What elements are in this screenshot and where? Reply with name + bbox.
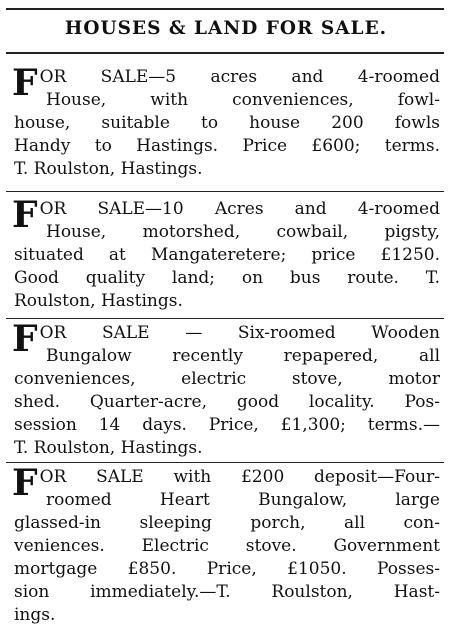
ad-line: T. Roulston, Hastings. (14, 438, 203, 458)
ad-line: House, with conveniences, fowl- (46, 90, 440, 110)
drop-cap: F (12, 62, 38, 104)
ad-line: OR SALE — Six-roomed Wooden (39, 323, 440, 343)
ad-line: conveniences, electric stove, motor (14, 369, 440, 389)
ad-line: glassed-in sleeping porch, all con- (14, 513, 440, 533)
ad-line: Good quality land; on bus route. T. (14, 268, 440, 288)
drop-cap: F (12, 318, 38, 360)
drop-cap: F (12, 194, 38, 236)
drop-cap: F (12, 462, 38, 504)
ad-divider (6, 318, 444, 319)
ad-line: veniences. Electric stove. Government (14, 536, 440, 556)
ad-line: sion immediately.—T. Roulston, Hast- (14, 582, 440, 602)
heading-rule (6, 52, 444, 54)
section-heading: HOUSES & LAND FOR SALE. (64, 18, 388, 39)
ad-line: T. Roulston, Hastings. (14, 159, 203, 179)
ad-line: Roulston, Hastings. (14, 291, 183, 311)
ad-4 (12, 462, 440, 627)
ad-divider (6, 191, 444, 192)
ad-line: House, motorshed, cowbail, pigsty, (46, 222, 440, 242)
ad-line: ings. (14, 605, 56, 625)
ad-line: house, suitable to house 200 fowls (14, 113, 440, 133)
top-rule (6, 8, 444, 10)
ad-3 (12, 318, 440, 460)
ad-line: session 14 days. Price, £1,300; terms.— (14, 415, 440, 435)
ad-line: roomed Heart Bungalow, large (46, 490, 440, 510)
ad-divider (6, 462, 444, 463)
ad-line: Bungalow recently repapered, all (46, 346, 440, 366)
ad-line: OR SALE with £200 deposit—Four- (39, 467, 440, 487)
ad-line: OR SALE—5 acres and 4-roomed (39, 67, 440, 87)
ad-line: mortgage £850. Price, £1050. Posses- (14, 559, 440, 579)
ad-line: shed. Quarter-acre, good locality. Pos- (14, 392, 440, 412)
ad-1 (12, 62, 440, 181)
ad-2 (12, 194, 440, 313)
ad-line: Handy to Hastings. Price £600; terms. (14, 136, 440, 156)
ad-line: OR SALE—10 Acres and 4-roomed (39, 199, 440, 219)
ad-line: situated at Mangateretere; price £1250. (14, 245, 440, 265)
